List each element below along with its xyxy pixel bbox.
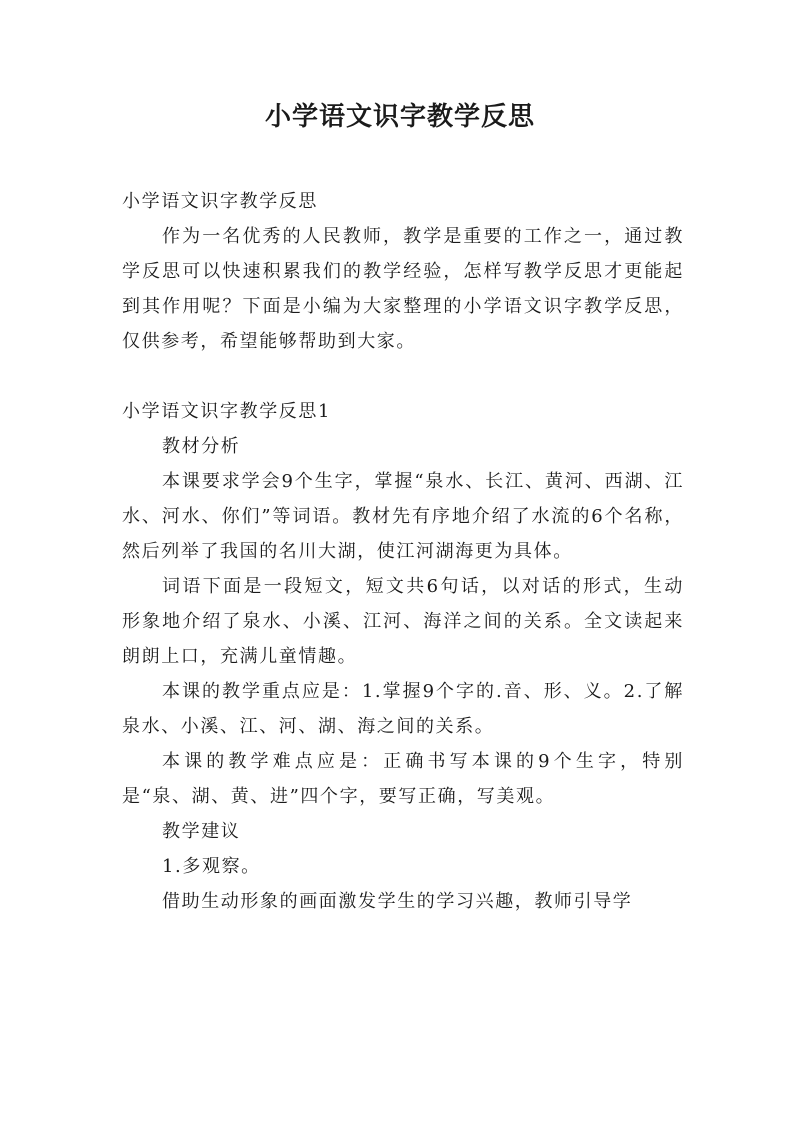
section-heading: 小学语文识字教学反思1 [122, 401, 332, 422]
body-paragraph: 借助生动形象的画面激发学生的学习兴趣，教师引导学 [162, 891, 633, 912]
body-paragraph: 本课要求学会9个生字，掌握“泉水、长江、黄河、西湖、江水、河水、你们”等词语。教材先有序地介绍了水流的6个名称，然后列举了我国的名川大湖，使江河湖海更为具体。 [122, 471, 684, 562]
paragraph-spacer [122, 359, 684, 394]
body-paragraph: 本课的教学重点应是：1.掌握9个字的.音、形、义。2.了解泉水、小溪、江、河、湖、海之间的关系。 [122, 681, 684, 737]
list-item: 1.多观察。 [162, 856, 261, 877]
subheading-textbook-analysis: 教材分析 [162, 436, 241, 457]
body-paragraph: 本课的教学难点应是：正确书写本课的9个生字，特别是“泉、湖、黄、进”四个字，要写正确，写美观。 [122, 751, 684, 807]
section-heading: 小学语文识字教学反思 [122, 191, 318, 212]
subheading-teaching-suggestions: 教学建议 [162, 821, 241, 842]
body-paragraph: 词语下面是一段短文，短文共6句话，以对话的形式，生动形象地介绍了泉水、小溪、江河、海洋之间的关系。全文读起来朗朗上口，充满儿童情趣。 [122, 576, 684, 667]
document-body [122, 184, 684, 919]
document-title: 小学语文识字教学反思 [264, 102, 535, 132]
intro-paragraph: 作为一名优秀的人民教师，教学是重要的工作之一，通过教学反思可以快速积累我们的教学经验，怎样写教学反思才更能起到其作用呢？下面是小编为大家整理的小学语文识字教学反思，仅供参考，希望能够帮助到大家。 [122, 226, 684, 352]
